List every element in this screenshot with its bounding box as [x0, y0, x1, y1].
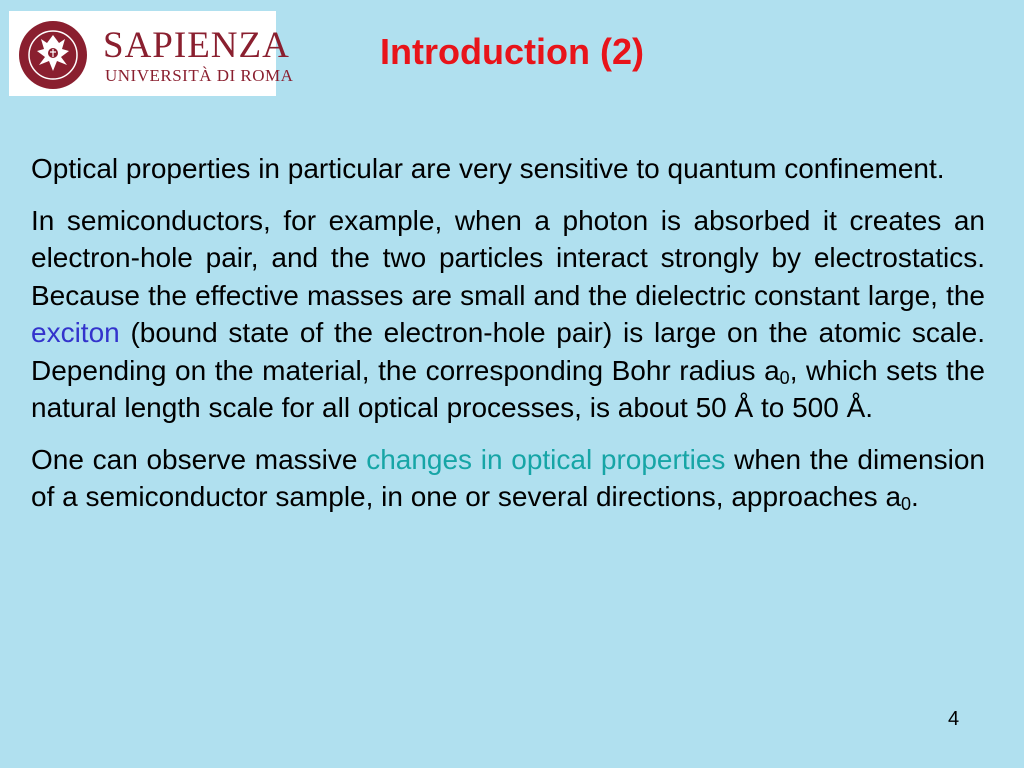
paragraph-3: [31, 441, 985, 516]
paragraph-2-text-a: In semiconductors, for example, when a photon is absorbed it creates an electron-hole pair, and the two particles interact strongly by electrostatics. Because the effective masses are small and the dielectric constant large, the: [31, 204, 985, 311]
optical-properties-highlight: changes in optical properties: [366, 443, 726, 475]
paragraph-2-text-b: (bound state of the electron-hole pair) is large on the atomic scale. Depending on the material, the corresponding Bohr radius a: [31, 317, 985, 386]
page-number: 4: [948, 708, 960, 730]
subscript-zero: 0: [901, 494, 912, 514]
paragraph-3-text-a: One can observe massive: [31, 443, 367, 475]
logo-name: SAPIENZA: [103, 25, 290, 66]
slide-body: [31, 150, 985, 530]
subscript-zero: 0: [779, 367, 790, 388]
paragraph-2-text-c: , which sets the natural length scale for all optical processes, is about 50 Å to 500 Å.: [31, 354, 985, 423]
logo-subtitle: UNIVERSITÀ DI ROMA: [105, 66, 294, 85]
university-logo: [9, 11, 294, 96]
paragraph-2: [31, 202, 985, 427]
exciton-highlight: exciton: [31, 317, 120, 348]
paragraph-1: Optical properties in particular are very sensitive to quantum confinement.: [31, 153, 945, 184]
paragraph-3-text-b: when the dimension of a semiconductor sample, in one or several directions, approaches a: [31, 443, 985, 512]
paragraph-3-text-c: .: [911, 481, 919, 512]
sapienza-seal-icon: [17, 19, 89, 91]
slide-title: Introduction (2): [380, 31, 644, 72]
